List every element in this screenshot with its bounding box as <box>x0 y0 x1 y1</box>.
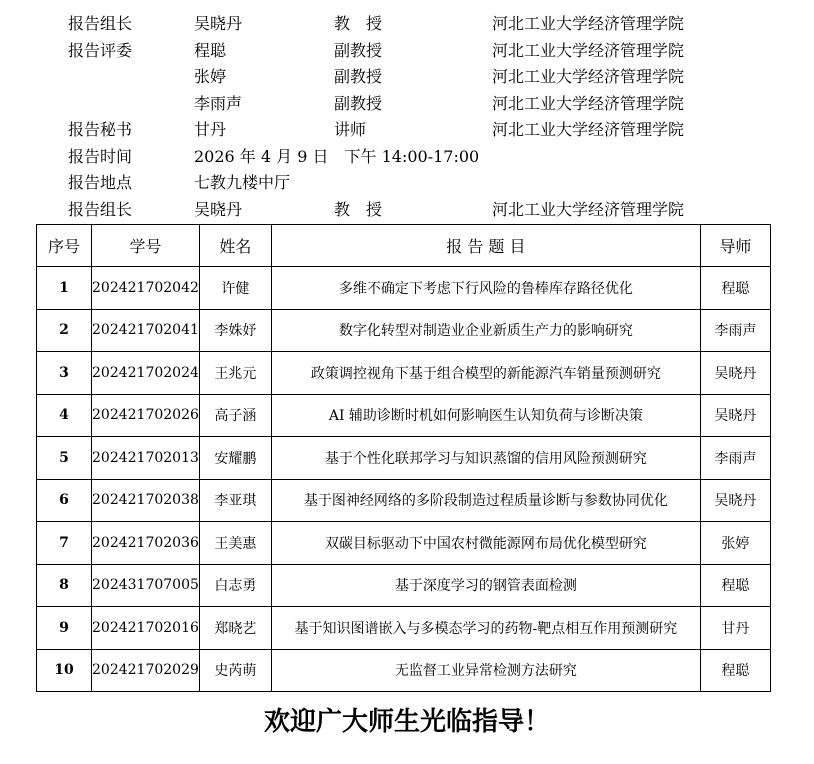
cell-index: 4 <box>37 394 92 437</box>
header-rank: 讲师 <box>334 120 367 139</box>
cell-student-id: 202421702013 <box>92 437 200 480</box>
cell-index: 8 <box>37 564 92 607</box>
header-label: 报告组长 <box>68 200 133 219</box>
report-schedule-table <box>36 224 771 692</box>
header-name: 姓名 <box>199 225 271 267</box>
cell-index: 3 <box>37 352 92 395</box>
header-person: 吴晓丹 <box>194 14 243 33</box>
table-row <box>37 564 771 607</box>
table-row <box>37 394 771 437</box>
table-row <box>37 522 771 565</box>
table-row <box>37 309 771 352</box>
cell-name: 李亚琪 <box>199 479 271 522</box>
header-row <box>0 38 814 64</box>
cell-name: 白志勇 <box>199 564 271 607</box>
header-person: 吴晓丹 <box>194 200 243 219</box>
cell-report-title: 基于个性化联邦学习与知识蒸馏的信用风险预测研究 <box>271 437 700 480</box>
cell-name: 安耀鹏 <box>199 437 271 480</box>
header-person: 甘丹 <box>194 120 227 139</box>
cell-advisor: 程聪 <box>700 564 770 607</box>
cell-report-title: 基于图神经网络的多阶段制造过程质量诊断与参数协同优化 <box>271 479 700 522</box>
cell-index: 7 <box>37 522 92 565</box>
cell-name: 史芮萌 <box>199 649 271 692</box>
cell-student-id: 202421702016 <box>92 607 200 650</box>
cell-name: 王美惠 <box>199 522 271 565</box>
header-person: 李雨声 <box>194 94 243 113</box>
header-organization: 河北工业大学经济管理学院 <box>492 67 685 86</box>
table-header-row <box>37 225 771 267</box>
header-advisor: 导师 <box>700 225 770 267</box>
cell-report-title: 多维不确定下考虑下行风险的鲁棒库存路径优化 <box>271 267 700 310</box>
header-label: 报告地点 <box>68 173 133 192</box>
header-row <box>0 144 814 170</box>
table-row <box>37 267 771 310</box>
cell-advisor: 吴晓丹 <box>700 394 770 437</box>
header-row <box>0 11 814 37</box>
header-row <box>0 197 814 223</box>
header-organization: 河北工业大学经济管理学院 <box>492 41 685 60</box>
cell-report-title: 无监督工业异常检测方法研究 <box>271 649 700 692</box>
header-organization: 河北工业大学经济管理学院 <box>492 200 685 219</box>
cell-student-id: 202421702026 <box>92 394 200 437</box>
header-student-id: 学号 <box>92 225 200 267</box>
header-organization: 河北工业大学经济管理学院 <box>492 94 685 113</box>
cell-report-title: 双碳目标驱动下中国农村微能源网布局优化模型研究 <box>271 522 700 565</box>
cell-index: 6 <box>37 479 92 522</box>
cell-index: 1 <box>37 267 92 310</box>
header-organization: 河北工业大学经济管理学院 <box>492 14 685 33</box>
header-rank: 教 授 <box>334 14 383 33</box>
cell-student-id: 202421702038 <box>92 479 200 522</box>
cell-student-id: 202421702024 <box>92 352 200 395</box>
cell-index: 9 <box>37 607 92 650</box>
cell-name: 郑晓艺 <box>199 607 271 650</box>
cell-index: 5 <box>37 437 92 480</box>
cell-advisor: 程聪 <box>700 649 770 692</box>
cell-advisor: 李雨声 <box>700 437 770 480</box>
header-label: 报告时间 <box>68 147 133 166</box>
cell-index: 10 <box>37 649 92 692</box>
cell-report-title: 基于知识图谱嵌入与多模态学习的药物-靶点相互作用预测研究 <box>271 607 700 650</box>
cell-advisor: 程聪 <box>700 267 770 310</box>
header-person: 张婷 <box>194 67 227 86</box>
table-row <box>37 352 771 395</box>
header-rank: 副教授 <box>334 67 383 86</box>
header-person: 程聪 <box>194 41 227 60</box>
cell-student-id: 202421702029 <box>92 649 200 692</box>
table-row <box>37 437 771 480</box>
header-row <box>0 170 814 196</box>
header-person: 七教九楼中厅 <box>194 173 291 192</box>
cell-advisor: 张婷 <box>700 522 770 565</box>
cell-name: 王兆元 <box>199 352 271 395</box>
cell-report-title: AI 辅助诊断时机如何影响医生认知负荷与诊断决策 <box>271 394 700 437</box>
header-organization: 河北工业大学经济管理学院 <box>492 120 685 139</box>
table-row <box>37 649 771 692</box>
header-rank: 副教授 <box>334 41 383 60</box>
cell-advisor: 甘丹 <box>700 607 770 650</box>
header-report-title: 报 告 题 目 <box>271 225 700 267</box>
welcome-message: 欢迎广大师生光临指导！ <box>263 707 550 737</box>
header-label: 报告秘书 <box>68 120 133 139</box>
table-row <box>37 607 771 650</box>
header-rank: 副教授 <box>334 94 383 113</box>
cell-advisor: 吴晓丹 <box>700 479 770 522</box>
cell-advisor: 李雨声 <box>700 309 770 352</box>
cell-index: 2 <box>37 309 92 352</box>
cell-student-id: 202421702041 <box>92 309 200 352</box>
header-label: 报告组长 <box>68 14 133 33</box>
header-index: 序号 <box>37 225 92 267</box>
cell-advisor: 吴晓丹 <box>700 352 770 395</box>
cell-name: 高子涵 <box>199 394 271 437</box>
header-row <box>0 91 814 117</box>
header-row <box>0 117 814 143</box>
header-rank: 教 授 <box>334 200 383 219</box>
table-row <box>37 479 771 522</box>
cell-report-title: 基于深度学习的钢管表面检测 <box>271 564 700 607</box>
header-row <box>0 64 814 90</box>
header-label: 报告评委 <box>68 41 133 60</box>
cell-report-title: 数字化转型对制造业企业新质生产力的影响研究 <box>271 309 700 352</box>
cell-student-id: 202431707005 <box>92 564 200 607</box>
cell-student-id: 202421702036 <box>92 522 200 565</box>
cell-name: 李姝妤 <box>199 309 271 352</box>
cell-student-id: 202421702042 <box>92 267 200 310</box>
header-person: 2026 年 4 月 9 日 下午 14:00-17:00 <box>194 147 480 166</box>
cell-report-title: 政策调控视角下基于组合模型的新能源汽车销量预测研究 <box>271 352 700 395</box>
cell-name: 许健 <box>199 267 271 310</box>
